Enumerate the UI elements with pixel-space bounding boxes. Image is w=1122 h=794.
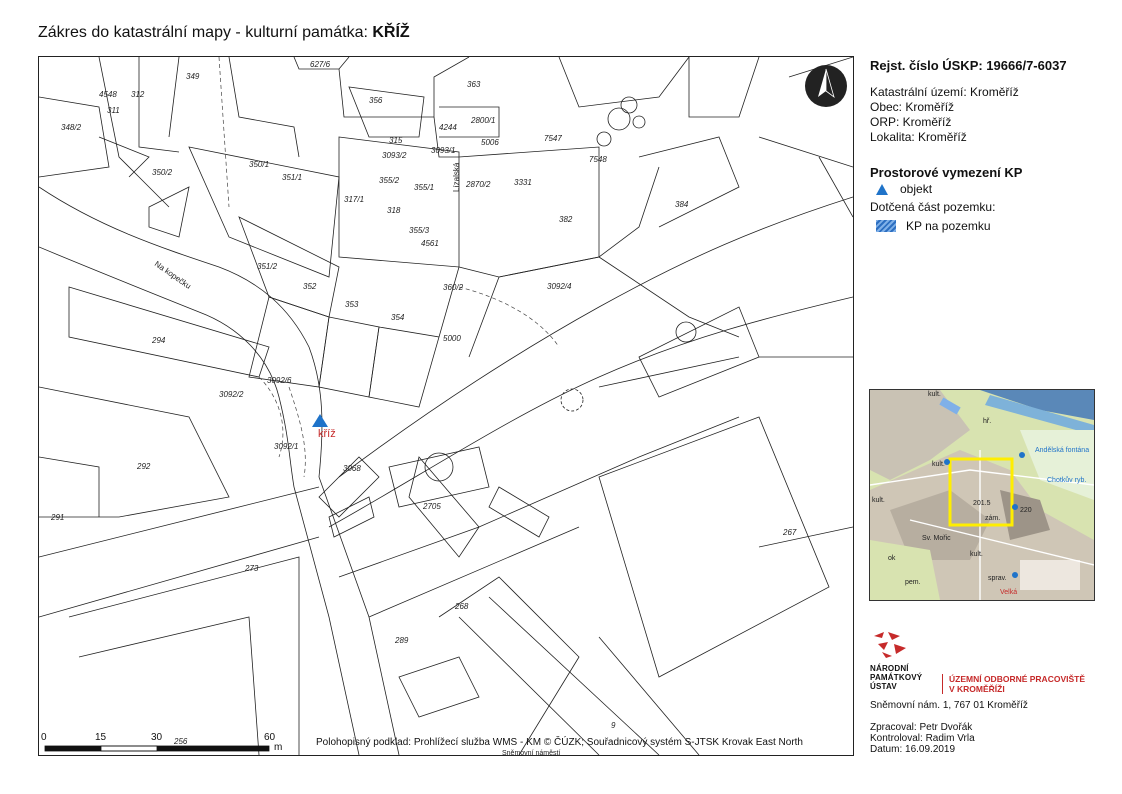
npu-line: ÚSTAV — [870, 682, 897, 691]
parcel-label: 3092/6 — [267, 376, 292, 385]
parcel-label: 4548 — [99, 90, 117, 99]
parcel-label: 384 — [675, 200, 689, 209]
parcel-label: 317/1 — [344, 195, 365, 204]
parcel-label: 2800/1 — [471, 116, 496, 125]
legend-title: Prostorové vymezení KP — [870, 165, 1023, 180]
info-lokalita: Lokalita: Kroměříž — [870, 130, 967, 144]
legend-dotcena: Dotčená část pozemku: — [870, 200, 996, 214]
parcel-label: 352 — [303, 282, 317, 291]
info-orp: ORP: Kroměříž — [870, 115, 952, 129]
parcel-numbers — [50, 60, 797, 746]
credit-datum: Datum: 16.09.2019 — [870, 744, 956, 755]
legend-objekt-label: objekt — [900, 182, 933, 196]
parcel-label: 382 — [559, 215, 573, 224]
inset-label: Velká — [1000, 589, 1018, 596]
uop-name — [942, 674, 1085, 694]
npu-line: NÁRODNÍ — [870, 664, 909, 673]
parcel-label: 349 — [186, 72, 200, 81]
legend-objekt — [876, 180, 1110, 198]
scale-tick-0: 0 — [41, 732, 47, 743]
parcel-label: 354 — [391, 313, 405, 322]
monument-label: kříž — [318, 428, 336, 440]
parcel-label: 267 — [783, 528, 797, 537]
parcel-label: 627/6 — [310, 60, 331, 69]
parcel-label: 351/1 — [282, 173, 303, 182]
parcel-label: 348/2 — [61, 123, 82, 132]
scale-tick-15: 15 — [95, 732, 107, 743]
inset-label: kult. — [928, 391, 941, 398]
info-obec: Obec: Kroměříž — [870, 100, 955, 114]
uop-line: V KROMĚŘÍŽI — [949, 684, 1005, 694]
legend-kp — [876, 217, 1110, 235]
credits — [870, 722, 975, 755]
title-monument-name: KŘÍŽ — [372, 24, 410, 41]
street-lizalska: Lízalská — [452, 162, 461, 192]
inset-label: 220 — [1020, 507, 1032, 514]
parcel-label: 350/1 — [249, 160, 270, 169]
parcel-label: 355/1 — [414, 183, 435, 192]
parcel-label: 312 — [131, 90, 145, 99]
cadastral-map[interactable] — [38, 56, 854, 756]
parcel-label: 292 — [137, 462, 151, 471]
side-panel — [870, 56, 1110, 235]
hatch-swatch-icon — [876, 220, 896, 232]
parcel-label: 9 — [611, 721, 616, 730]
monument-triangle-icon[interactable] — [312, 414, 328, 427]
parcel-label: 289 — [395, 636, 409, 645]
parcel-label: 318 — [387, 206, 401, 215]
parcel-label: 350/2 — [152, 168, 173, 177]
parcel-label: 3093/2 — [382, 151, 407, 160]
inset-label: zám. — [985, 515, 1001, 522]
npu-logo — [870, 630, 1110, 694]
parcel-lines — [39, 57, 853, 755]
info-katastr: Katastrální území: Kroměříž — [870, 85, 1019, 99]
triangle-icon — [876, 184, 888, 195]
parcel-label: 356 — [369, 96, 383, 105]
parcel-label: 311 — [107, 106, 120, 115]
credit-zpracoval: Zpracoval: Petr Dvořák — [870, 722, 973, 733]
inset-label: kult. — [932, 461, 945, 468]
parcel-label: 2870/2 — [466, 180, 491, 189]
parcel-label: 4561 — [421, 239, 439, 248]
inset-label: sprav. — [988, 575, 1007, 582]
parcel-label: 3331 — [514, 178, 532, 187]
parcel-label: 4244 — [439, 123, 457, 132]
npu-name — [870, 664, 922, 691]
parcel-label: 7547 — [544, 134, 562, 143]
parcel-label: 360/2 — [443, 283, 464, 292]
parcel-label: 315 — [389, 136, 403, 145]
parcel-label: 291 — [51, 513, 65, 522]
parcel-label: 5000 — [443, 334, 461, 343]
inset-label: pem. — [905, 579, 921, 586]
parcel-label: 273 — [245, 564, 259, 573]
parcel-label: 3068 — [343, 464, 361, 473]
inset-label: kult. — [872, 497, 885, 504]
parcel-label: 355/3 — [409, 226, 430, 235]
parcel-label: 256 — [174, 737, 188, 746]
scale-tick-30: 30 — [151, 732, 163, 743]
location-info — [870, 85, 1110, 145]
scale-tick-60: 60 — [264, 732, 276, 743]
inset-label: Chotkův ryb. — [1047, 477, 1087, 484]
title-prefix: Zákres do katastrální mapy - kulturní památka: — [38, 24, 368, 41]
inset-label: kult. — [970, 551, 983, 558]
uop-line: ÚZEMNÍ ODBORNÉ PRACOVIŠTĚ — [949, 674, 1086, 684]
inset-label: Sv. Mořic — [922, 535, 951, 542]
npu-emblem-icon — [870, 630, 910, 660]
parcel-label: 268 — [455, 602, 469, 611]
parcel-label: 294 — [152, 336, 166, 345]
inset-label: hř. — [983, 418, 992, 425]
parcel-label: 3092/2 — [219, 390, 244, 399]
legend-kp-label: KP na pozemku — [906, 219, 991, 233]
inset-label: ok — [888, 555, 896, 562]
street-label: Na kopečku — [152, 259, 193, 291]
parcel-label: 363 — [467, 80, 481, 89]
parcel-label: 353 — [345, 300, 359, 309]
overview-inset-map[interactable] — [869, 389, 1095, 601]
map-title — [38, 24, 410, 42]
registration-number: Rejst. číslo ÚSKP: 19666/7-6037 — [870, 58, 1067, 73]
scale-bar — [45, 746, 269, 751]
parcel-label: 5006 — [481, 138, 499, 147]
parcel-label: 355/2 — [379, 176, 400, 185]
north-arrow-icon — [805, 65, 847, 107]
inset-label: 201.5 — [973, 500, 991, 507]
address: Sněmovní nám. 1, 767 01 Kroměříž — [870, 700, 1028, 711]
parcel-label: 351/2 — [257, 262, 278, 271]
credit-kontroloval: Kontroloval: Radim Vrla — [870, 733, 975, 744]
inset-label: Andělská fontána — [1035, 447, 1090, 454]
map-source-note: Polohopisný podklad: Prohlížecí služba WMS - KM © ČÚZK; Souřadnicový systém S-JTSK Krovak East North — [316, 737, 803, 748]
parcel-label: 3093/1 — [431, 146, 456, 155]
parcel-label: 2705 — [423, 502, 441, 511]
scale-unit: m — [274, 742, 283, 753]
parcel-label: 7548 — [589, 155, 607, 164]
parcel-label: 3092/4 — [547, 282, 572, 291]
npu-line: PAMÁTKOVÝ — [870, 673, 923, 682]
street-bottom-label: Sněmovní náměstí — [502, 750, 561, 755]
parcel-label: 3092/1 — [274, 442, 299, 451]
